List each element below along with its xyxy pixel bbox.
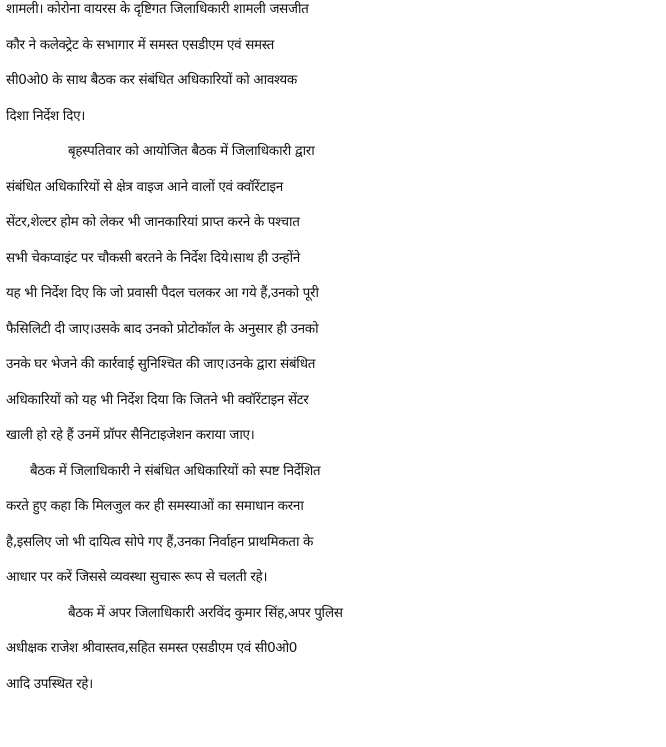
paragraph-3 [6, 454, 662, 596]
text-line: अधिकारियों को यह भी निर्देश दिया कि जितने भी क्वॉरेंटाइन सेंटर [6, 391, 309, 408]
paragraph-4 [6, 596, 662, 703]
text-line: कौर ने कलेक्ट्रेट के सभागार में समस्त एसडीएम एवं समस्त [6, 36, 274, 53]
text-line: आधार पर करें जिससे व्यवस्था सुचारू रूप से चलती रहे। [6, 569, 268, 585]
text-line: आदि उपस्थित रहे। [6, 675, 93, 692]
text-line: फैसिलिटी दी जाए।उसके बाद उनको प्रोटोकॉल के अनुसार ही उनको [6, 320, 319, 337]
text-line: सेंटर,शेल्टर होम को लेकर भी जानकारियां प्राप्त करने के पश्चात [6, 214, 300, 230]
text-line: करते हुए कहा कि मिलजुल कर ही समस्याओं का समाधान करना [6, 498, 304, 514]
text-line: बैठक में अपर जिलाधिकारी अरविंद कुमार सिंह,अपर पुलिस [68, 604, 343, 621]
text-line: है,इसलिए जो भी दायित्व सोपे गए हैं,उनका निर्वाहन प्राथमिकता के [6, 533, 314, 550]
text-line: खाली हो रहे हैं उनमें प्रॉपर सैनिटाइजेशन कराया जाए। [6, 427, 255, 443]
text-line: दिशा निर्देश दिए। [6, 107, 86, 124]
text-line: उनके घर भेजने की कार्रवाई सुनिश्चित की जाए।उनके द्वारा संबंधित [6, 356, 316, 372]
text-line: अधीक्षक राजेश श्रीवास्तव,सहित समस्त एसडीएम एवं सी0ओ0 [6, 640, 298, 656]
paragraph-2 [6, 134, 662, 454]
text-line: सभी चेकप्वाइंट पर चौकसी बरतने के निर्देश दिये।साथ ही उन्होंने [6, 249, 300, 266]
text-line: संबंधित अधिकारियों से क्षेत्र वाइज आने वालों एवं क्वॉरेंटाइन [6, 178, 283, 195]
paragraph-1 [6, 0, 662, 134]
text-line: यह भी निर्देश दिए कि जो प्रवासी पैदल चलकर आ गये हैं,उनको पूरी [6, 285, 319, 301]
text-line: बैठक में जिलाधिकारी ने संबंधित अधिकारियों को स्पष्ट निर्देशित [30, 462, 321, 479]
text-line: बृहस्पतिवार को आयोजित बैठक में जिलाधिकारी द्वारा [68, 143, 315, 159]
text-line: शामली। कोरोना वायरस के दृष्टिगत जिलाधिकारी शामली जसजीत [6, 1, 309, 17]
text-line: सी0ओ0 के साथ बैठक कर संबंधित अधिकारियों को आवश्यक [6, 72, 297, 88]
news-article [6, 0, 662, 702]
